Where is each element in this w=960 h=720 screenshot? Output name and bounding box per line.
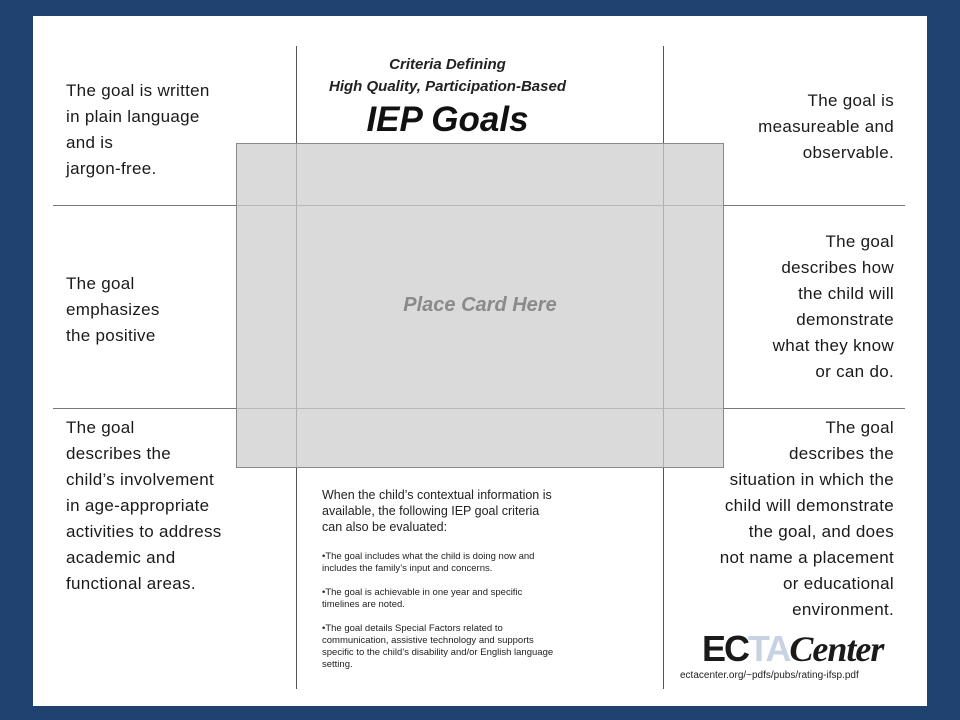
criterion-line: and is bbox=[66, 133, 114, 152]
criterion-line: the goal, and does bbox=[748, 522, 894, 541]
criterion-line: the positive bbox=[66, 326, 156, 345]
criterion-line: describes the bbox=[788, 444, 894, 463]
criterion-line: describes the bbox=[66, 444, 172, 463]
title-line-1: Criteria Defining bbox=[389, 56, 506, 73]
criterion-line: observable. bbox=[802, 143, 894, 162]
criterion-line: The goal bbox=[825, 418, 894, 437]
context-intro-line: When the child’s contextual information is bbox=[322, 488, 552, 502]
criterion-line: environment. bbox=[792, 600, 894, 619]
criterion-line: emphasizes bbox=[66, 300, 160, 319]
criterion-line: in plain language bbox=[66, 107, 200, 126]
criterion-line: The goal is written bbox=[66, 81, 210, 100]
criterion-line: The goal bbox=[66, 418, 135, 437]
criterion-line: The goal is bbox=[807, 91, 894, 110]
criterion-line: activities to address bbox=[66, 522, 222, 541]
logo-part: Center bbox=[789, 629, 884, 669]
context-bullet-line: specific to the child’s disability and/or English language bbox=[322, 647, 554, 658]
context-intro-line: can also be evaluated: bbox=[322, 520, 448, 534]
criterion-line: child will demonstrate bbox=[724, 496, 894, 515]
logo-part: EC bbox=[702, 628, 749, 669]
context-bullet-line: •The goal details Special Factors related to bbox=[322, 623, 503, 634]
criterion-line: demonstrate bbox=[796, 310, 894, 329]
criterion-line: The goal bbox=[66, 274, 135, 293]
criterion-line: or can do. bbox=[815, 362, 894, 381]
context-bullet-line: •The goal includes what the child is doing now and bbox=[322, 551, 535, 562]
criterion-line: The goal bbox=[825, 232, 894, 251]
criterion-line: jargon-free. bbox=[66, 159, 157, 178]
criterion-line: describes how bbox=[781, 258, 894, 277]
context-intro-line: available, the following IEP goal criteria bbox=[322, 504, 540, 518]
card-placeholder-label: Place Card Here bbox=[403, 294, 557, 316]
criterion-line: functional areas. bbox=[66, 574, 196, 593]
page-title: IEP Goals bbox=[366, 100, 529, 139]
title-line-2: High Quality, Participation-Based bbox=[329, 78, 566, 95]
criterion-line: academic and bbox=[66, 548, 176, 567]
criterion-line: in age-appropriate bbox=[66, 496, 210, 515]
criterion-line: not name a placement bbox=[719, 548, 894, 567]
criterion-line: child’s involvement bbox=[66, 470, 215, 489]
ecta-center-logo bbox=[702, 628, 883, 670]
criterion-line: situation in which the bbox=[729, 470, 894, 489]
criterion-line: what they know bbox=[772, 336, 894, 355]
context-bullet-line: setting. bbox=[322, 659, 353, 670]
context-bullet-line: •The goal is achievable in one year and specific bbox=[322, 587, 523, 598]
context-bullet-line: includes the family’s input and concerns. bbox=[322, 563, 493, 574]
context-bullet-line: communication, assistive technology and supports bbox=[322, 635, 534, 646]
context-bullet-line: timelines are noted. bbox=[322, 599, 405, 610]
logo-part: TA bbox=[748, 628, 790, 669]
card-placeholder[interactable] bbox=[236, 143, 724, 468]
criterion-line: measureable and bbox=[758, 117, 894, 136]
criterion-line: the child will bbox=[798, 284, 894, 303]
source-url: ectacenter.org/~pdfs/pubs/rating-ifsp.pdf bbox=[680, 670, 859, 681]
criterion-line: or educational bbox=[783, 574, 894, 593]
